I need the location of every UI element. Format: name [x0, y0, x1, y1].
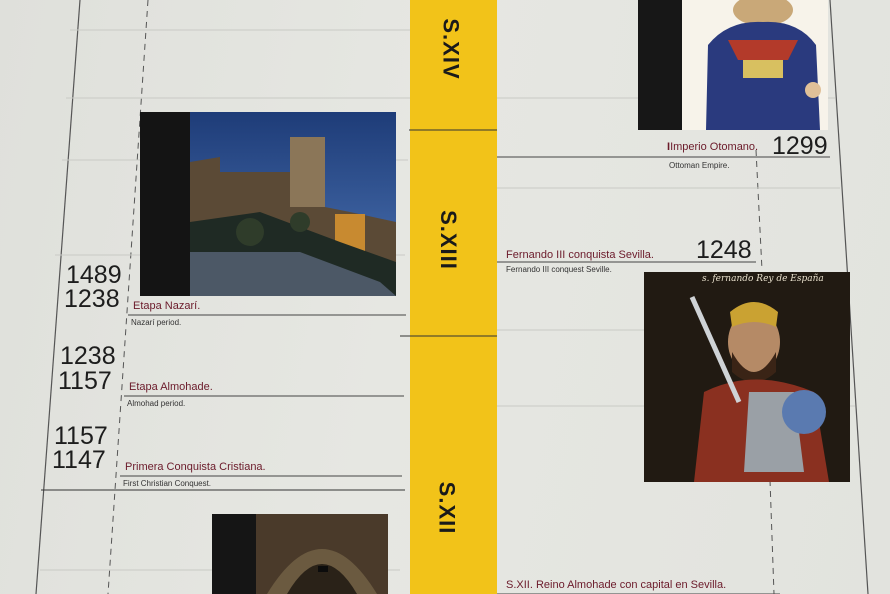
- century-label-xiv: S.XIV: [438, 18, 464, 80]
- event-fernando-year: 1248: [696, 236, 752, 264]
- nazari-year-start: 1238: [64, 285, 120, 313]
- almohad-year-end: 1238: [60, 342, 116, 370]
- event-almohad-kingdom-es: S.XII. Reino Almohade con capital en Sevilla.: [506, 579, 727, 591]
- christian-year-start: 1147: [52, 446, 106, 474]
- ottoman-image: [638, 0, 828, 130]
- fernando-portrait: [644, 272, 850, 482]
- alcazaba-photo: [140, 112, 396, 296]
- century-label-xiii: S.XIII: [435, 210, 461, 270]
- event-almohad-en: Almohad period.: [127, 399, 186, 408]
- arch-photo: [212, 514, 388, 594]
- event-christian-es: Primera Conquista Cristiana.: [125, 461, 266, 473]
- event-almohad-es: Etapa Almohade.: [129, 381, 213, 393]
- event-nazari-es: Etapa Nazarí.: [133, 300, 201, 312]
- event-fernando-en: Fernando III conquest Seville.: [506, 265, 612, 274]
- event-nazari-en: Nazarí period.: [131, 318, 182, 327]
- fernando-caption: s. fernando Rey de España: [702, 274, 824, 284]
- alcazaba-image: [140, 112, 396, 296]
- christian-year-end: 1157: [54, 422, 108, 450]
- century-label-xii: S.XII: [434, 481, 460, 535]
- arch-image: [212, 514, 388, 594]
- fernando-image: [644, 272, 850, 482]
- event-ottoman-en: Ottoman Empire.: [669, 161, 730, 170]
- event-fernando-es: Fernando III conquista Sevilla.: [506, 249, 654, 261]
- ottoman-painting: [638, 0, 828, 130]
- event-christian-en: First Christian Conquest.: [123, 479, 212, 488]
- event-ottoman-es: IImperio Otomano.: [667, 141, 759, 153]
- almohad-year-start: 1157: [58, 367, 112, 395]
- nazari-year-end: 1489: [66, 261, 122, 289]
- event-ottoman-year: 1299: [772, 132, 828, 160]
